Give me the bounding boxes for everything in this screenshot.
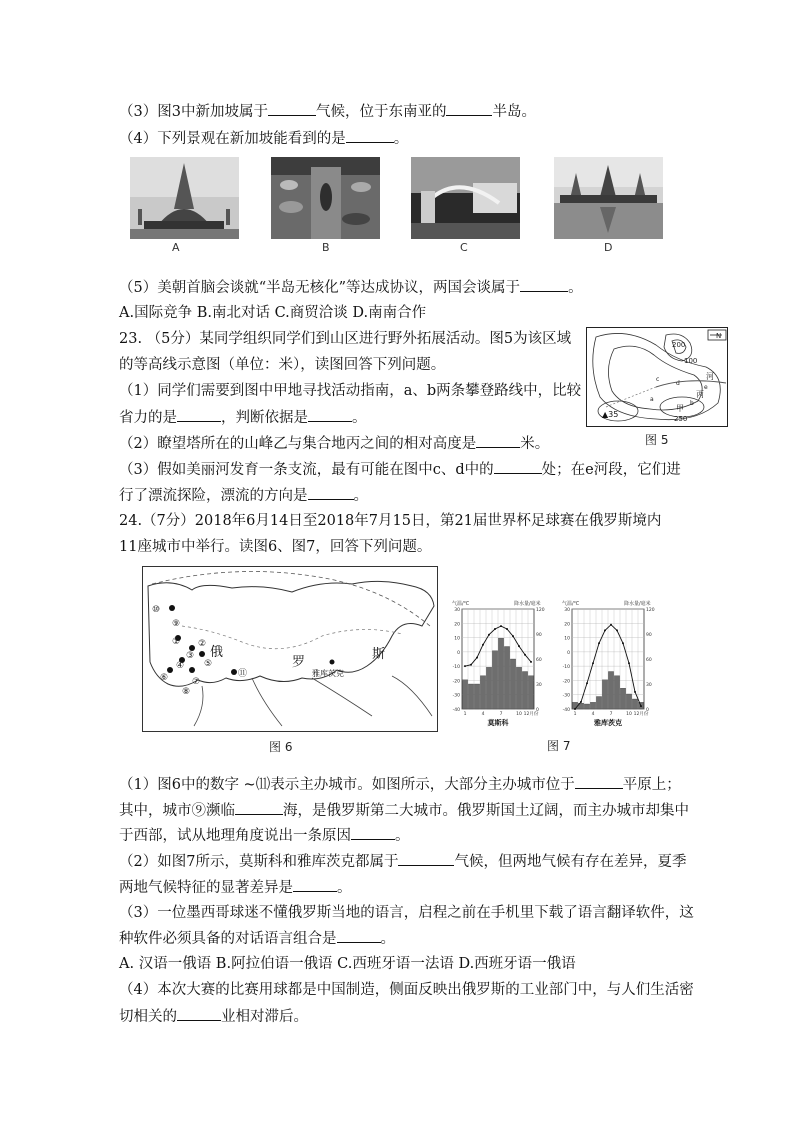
q23-l5-text-b: 米。 — [520, 436, 550, 452]
yakutsk-label: 雅库茨克 — [312, 669, 344, 678]
q24-p2-text-c: 两地气候特征的显著差异是 — [119, 880, 293, 896]
temperature-point — [482, 644, 484, 646]
photo-label-a: A — [172, 241, 180, 254]
route-a-label: a — [650, 396, 654, 403]
answer-blank[interactable] — [575, 774, 623, 789]
q23-line4 — [119, 407, 367, 428]
q24-p4-line1: （4）本次大赛的比赛用球都是中国制造，侧面反映出俄罗斯的工业部门中，与人们生活密 — [119, 982, 694, 998]
city-3-label: ③ — [186, 651, 195, 661]
precip-bar — [474, 684, 479, 709]
answer-blank[interactable] — [308, 407, 352, 422]
y-label-right: 降水量/毫米 — [624, 601, 651, 607]
temperature-point — [530, 661, 532, 663]
y-tick-right: 90 — [646, 633, 652, 638]
answer-blank[interactable] — [476, 433, 520, 448]
country-char-si: 斯 — [372, 647, 386, 662]
q22-p3-text-b: 气候，位于东南亚的 — [315, 104, 447, 120]
answer-blank[interactable] — [520, 277, 568, 292]
photo-label-b: B — [322, 241, 330, 254]
fig6-caption: 图 6 — [269, 740, 293, 754]
photo-merlion[interactable] — [411, 157, 520, 239]
q22-part3 — [119, 101, 536, 122]
q23-l4-text-c: 。 — [352, 410, 367, 426]
y-tick-right: 60 — [646, 658, 652, 663]
q24-p4-text-b: 业相对滞后。 — [221, 1009, 308, 1025]
country-char-luo: 罗 — [292, 655, 306, 670]
y-tick-left: 10 — [564, 636, 570, 642]
answer-blank[interactable] — [337, 928, 381, 943]
temperature-point — [500, 625, 502, 627]
q23-l4-text-a: 省力的是 — [119, 410, 177, 426]
north-label: N — [716, 332, 722, 340]
temperature-point — [494, 628, 496, 630]
y-tick-left: 10 — [454, 636, 460, 642]
answer-blank[interactable] — [177, 407, 221, 422]
peak-marker: ▲35 — [602, 410, 619, 419]
city-1-label: ① — [172, 637, 181, 647]
q24-p3-text-b: 。 — [380, 931, 395, 947]
city-10-label: ⑩ — [152, 605, 161, 615]
q22-p5-text-a: （5）美朝首脑会谈就“半岛无核化”等达成协议，两国会谈属于 — [119, 280, 521, 296]
city-5-label: ⑤ — [204, 659, 213, 669]
q22-p4-text-b: 。 — [393, 131, 409, 147]
y-label-right: 降水量/毫米 — [514, 601, 541, 607]
q24-p4-text-a: 切相关的 — [119, 1009, 177, 1025]
answer-blank[interactable] — [494, 459, 542, 474]
answer-blank[interactable] — [308, 485, 354, 500]
y-tick-right: 60 — [536, 658, 542, 663]
precip-bar — [608, 672, 613, 710]
q23-line6 — [119, 459, 681, 480]
q24-p1-text-d: 海，是俄罗斯第二大城市。俄罗斯国土辽阔，而主办城市却集中 — [283, 803, 689, 819]
temperature-point — [634, 691, 636, 693]
temperature-point — [616, 629, 618, 631]
x-tick: 7 — [609, 712, 613, 717]
q22-part5 — [119, 277, 583, 298]
q24-p3-line1: （3）一位墨西哥球迷不懂俄罗斯当地的语言，启程之前在手机里下载了语言翻译软件，这 — [119, 905, 694, 921]
q24-p1-text-a: （1）图6中的数字 ~⑾表示主办城市。如图所示，大部分主办城市位于 — [119, 777, 575, 793]
chart-title: 雅库茨克 — [594, 719, 622, 727]
x-tick: 12月份 — [633, 712, 649, 717]
q23-l6-text-a: （3）假如美丽河发育一条支流，最有可能在图中c、d中的 — [119, 462, 494, 478]
y-tick-right: 90 — [536, 633, 542, 638]
precip-bar — [504, 647, 509, 710]
city-8-label: ⑧ — [182, 687, 191, 697]
q24-p2-text-d: 。 — [337, 880, 352, 896]
q24-p2-text-a: （2）如图7所示，莫斯科和雅库茨克都属于 — [119, 854, 399, 870]
precip-bar — [462, 680, 467, 709]
q22-p4-text-a: （4）下列景观在新加坡能看到的是 — [119, 131, 346, 147]
q24-p2-line1 — [119, 851, 686, 872]
q23-line7 — [119, 485, 368, 506]
q24-p1-text-b: 平原上； — [622, 777, 681, 793]
place-bing-label: 丙 — [696, 390, 704, 399]
q24-p2-text-b: 气候，但两地气候有存在差异，夏季 — [454, 854, 687, 870]
precip-bar — [510, 659, 515, 709]
point-d-label: d — [676, 380, 680, 387]
y-tick-left: 0 — [457, 650, 460, 656]
precip-bar — [480, 676, 485, 709]
answer-blank[interactable] — [398, 851, 454, 866]
y-tick-left: -20 — [452, 679, 460, 685]
contour-map-fig5[interactable] — [586, 327, 728, 427]
russia-map-fig6[interactable] — [142, 566, 438, 732]
q24-p1-text-f: 。 — [395, 828, 410, 844]
x-tick: 7 — [499, 712, 503, 717]
city-2-label: ② — [198, 639, 207, 649]
q23-line3: （1）同学们需要到图中甲地寻找活动指南，a、b两条攀登路线中，比较 — [119, 383, 582, 399]
climate-chart-moscow — [452, 600, 545, 727]
segment-e-label: e — [704, 384, 708, 391]
y-tick-right: 0 — [536, 708, 539, 713]
temperature-point — [586, 682, 588, 684]
q24-p3-line2 — [119, 928, 395, 949]
answer-blank[interactable] — [351, 825, 395, 840]
temperature-point — [622, 642, 624, 644]
photo-label-d: D — [604, 241, 613, 254]
fig5-caption: 图 5 — [645, 433, 669, 447]
x-tick: 10 — [626, 712, 632, 717]
photo-label-c: C — [460, 241, 468, 254]
precip-bar — [528, 676, 533, 709]
q22-options: A.国际竞争 B.南北对话 C.商贸洽谈 D.南南合作 — [119, 305, 427, 321]
photo-angkor-wat[interactable] — [554, 157, 663, 239]
q23-l7-text-a: 行了漂流探险，漂流的方向是 — [119, 488, 308, 504]
y-tick-left: -40 — [452, 708, 460, 713]
temperature-point — [640, 705, 642, 707]
y-label-left: 气温/℃ — [562, 601, 580, 607]
precip-bar — [516, 667, 521, 709]
q24-line2: 11座城市中举行。读图6、图7，回答下列问题。 — [119, 539, 432, 555]
q24-p1-line2 — [119, 800, 689, 821]
y-tick-left: -10 — [452, 665, 460, 671]
photo-floating-market[interactable] — [271, 157, 380, 239]
precip-bar — [602, 680, 607, 709]
q24-p4-line2 — [119, 1006, 308, 1027]
q23-l6-text-b: 处；在e河段，它们进 — [541, 462, 681, 478]
q24-p1-line1 — [119, 774, 681, 795]
temperature-point — [506, 628, 508, 630]
q24-p1-line3 — [119, 825, 410, 846]
y-tick-left: 20 — [564, 622, 570, 628]
y-tick-left: -20 — [562, 679, 570, 685]
q23-line2: 的等高线示意图（单位：米），读图回答下列问题。 — [119, 357, 446, 373]
precip-bar — [468, 684, 473, 709]
q23-l5-text-a: （2）瞭望塔所在的山峰乙与集合地丙之间的相对高度是 — [119, 436, 477, 452]
photo-pagoda[interactable] — [130, 157, 239, 239]
country-char-e: 俄 — [210, 645, 224, 660]
y-tick-right: 30 — [536, 683, 542, 688]
y-tick-left: -40 — [562, 708, 570, 713]
y-tick-left: 20 — [454, 622, 460, 628]
x-tick: 4 — [481, 712, 485, 717]
q23-line1: 23. （5分）某同学组织同学们到山区进行野外拓展活动。图5为该区域 — [119, 331, 572, 347]
q23-l4-text-b: ，判断依据是 — [221, 410, 308, 426]
y-tick-right: 120 — [646, 608, 655, 613]
answer-blank[interactable] — [177, 1006, 221, 1021]
answer-blank[interactable] — [446, 101, 492, 116]
q24-p1-text-c: 其中，城市⑨濒临 — [119, 803, 235, 819]
city-6-label: ⑥ — [160, 673, 169, 683]
climate-chart-yakutsk — [562, 600, 655, 727]
climate-charts-fig7[interactable] — [450, 595, 662, 740]
precip-bar — [584, 704, 589, 709]
precip-bar — [492, 651, 497, 709]
fig7-caption: 图 7 — [547, 739, 571, 753]
precip-bar — [522, 672, 527, 710]
contour-label-200: 200 — [672, 341, 686, 349]
chart-title: 莫斯科 — [487, 719, 509, 727]
city-9-label: ⑨ — [172, 619, 181, 629]
temperature-point — [464, 665, 466, 667]
y-tick-left: 0 — [567, 650, 570, 656]
y-tick-left: -30 — [452, 693, 460, 699]
x-tick: 10 — [516, 712, 522, 717]
y-label-left: 气温/℃ — [452, 601, 470, 607]
y-tick-left: 30 — [564, 608, 570, 613]
temperature-point — [580, 701, 582, 703]
precip-bar — [486, 667, 491, 709]
contour-label-250: 250 — [674, 415, 688, 423]
precip-bar — [632, 699, 637, 709]
route-b-label: b — [690, 400, 694, 407]
answer-blank[interactable] — [293, 877, 337, 892]
q23-line5 — [119, 433, 549, 454]
city-4-label: ④ — [176, 661, 185, 671]
precip-bar — [620, 688, 625, 709]
y-tick-left: 30 — [454, 608, 460, 613]
q22-part4 — [119, 128, 408, 149]
answer-blank[interactable] — [268, 101, 316, 116]
temperature-point — [598, 642, 600, 644]
temperature-point — [470, 664, 472, 666]
precip-bar — [614, 676, 619, 709]
y-tick-left: -10 — [562, 665, 570, 671]
q22-p3-text-c: 半岛。 — [492, 104, 536, 120]
answer-blank[interactable] — [346, 128, 394, 143]
contour-label-100: 100 — [684, 357, 698, 365]
temperature-point — [604, 629, 606, 631]
temperature-point — [628, 662, 630, 664]
temperature-point — [610, 624, 612, 626]
x-tick: 1 — [573, 712, 577, 717]
y-tick-right: 30 — [646, 683, 652, 688]
answer-blank[interactable] — [235, 800, 283, 815]
temperature-point — [592, 662, 594, 664]
q23-l7-text-b: 。 — [353, 488, 368, 504]
place-jia-label: 甲 — [676, 404, 684, 413]
temperature-point — [488, 634, 490, 636]
x-tick: 12月份 — [523, 712, 539, 717]
city-11-label: ⑪ — [238, 669, 248, 679]
precip-bar — [626, 694, 631, 709]
q24-p3-options: A. 汉语一俄语 B.阿拉伯语一俄语 C.西班牙语一法语 D.西班牙语一俄语 — [119, 956, 576, 972]
temperature-point — [574, 708, 576, 710]
q24-p3-text-a: 种软件必须具备的对话语言组合是 — [119, 931, 337, 947]
city-7-label: ⑦ — [192, 677, 201, 687]
y-tick-left: -30 — [562, 693, 570, 699]
temperature-point — [518, 645, 520, 647]
precip-bar — [596, 697, 601, 710]
q22-p5-text-b: 。 — [568, 280, 583, 296]
x-tick: 1 — [463, 712, 467, 717]
q24-line1: 24.（7分）2018年6月14日至2018年7月15日，第21届世界杯足球赛在俄罗斯境内 — [119, 513, 662, 529]
q22-p3-text-a: （3）图3中新加坡属于 — [119, 104, 268, 120]
q24-p2-line2 — [119, 877, 352, 898]
q24-p1-text-e: 于西部，试从地理角度说出一条原因 — [119, 828, 351, 844]
y-tick-right: 0 — [646, 708, 649, 713]
river-label: 河 — [706, 372, 714, 381]
temperature-point — [512, 635, 514, 637]
temperature-point — [476, 657, 478, 659]
point-c-label: c — [656, 376, 660, 383]
temperature-point — [524, 654, 526, 656]
climate-charts-svg — [450, 595, 662, 740]
y-tick-right: 120 — [536, 608, 545, 613]
precip-bar — [498, 638, 503, 709]
x-tick: 4 — [591, 712, 595, 717]
precip-bar — [590, 702, 595, 709]
